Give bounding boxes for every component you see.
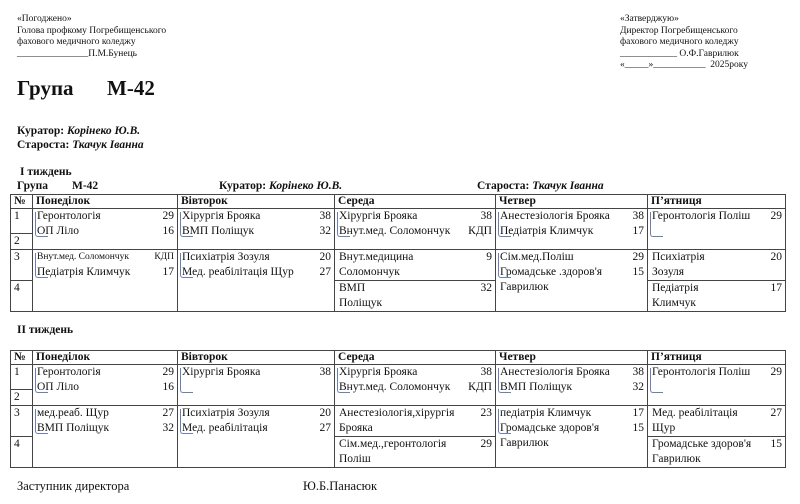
room-number: 38 <box>480 210 492 222</box>
bracket-mark-icon <box>498 212 511 237</box>
lesson-line <box>500 436 644 451</box>
room-number: 16 <box>162 225 174 237</box>
room-number: КДП <box>154 252 174 262</box>
room-number: 29 <box>770 366 782 378</box>
lesson-line <box>500 265 644 280</box>
table-row <box>11 365 786 390</box>
room-number: 15 <box>632 422 644 434</box>
lesson-line <box>37 250 174 265</box>
subject-teacher: Педіатрія Климчук <box>37 266 131 278</box>
subject-teacher: Геронтологія <box>37 210 101 222</box>
lesson-cell <box>496 209 648 250</box>
week2-schedule-table <box>10 350 786 468</box>
approval-right-line: «Затверджую» <box>620 14 679 24</box>
title-label: Група <box>17 76 74 100</box>
subject-teacher: Педіатрія <box>652 282 699 294</box>
lesson-line <box>652 406 782 421</box>
subject-teacher: Громадське здоров'я <box>652 438 752 450</box>
lesson-cell <box>178 250 335 312</box>
bracket-mark-icon <box>180 368 193 393</box>
lesson-line <box>500 250 644 265</box>
subject-teacher: Гаврилюк <box>500 281 549 293</box>
room-number: 17 <box>632 407 644 419</box>
lesson-line <box>339 380 492 395</box>
curator-label: Куратор: <box>17 125 65 137</box>
subject-teacher: Геронтологія Поліш <box>652 210 751 222</box>
bracket-mark-icon <box>498 409 511 434</box>
header-row <box>11 195 786 209</box>
column-header: П’ятниця <box>648 195 786 209</box>
curator-name: Корінеко Ю.В. <box>67 125 141 137</box>
bracket-mark-icon <box>337 212 350 237</box>
week1-curator-name: Корінеко Ю.В. <box>269 180 343 192</box>
lesson-line <box>652 281 782 296</box>
approval-left-line: Голова профкому Погребищенського <box>17 25 167 36</box>
lesson-cell <box>648 250 786 281</box>
lesson-number: 2 <box>11 390 33 406</box>
subject-teacher: ОП Ліло <box>37 381 79 393</box>
lesson-line <box>182 421 331 436</box>
approval-right-line: Директор Погребищенського <box>620 25 738 36</box>
room-number: 38 <box>480 366 492 378</box>
column-header: Понеділок <box>33 195 178 209</box>
bracket-mark-icon <box>650 368 663 393</box>
lesson-cell <box>496 365 648 406</box>
subject-teacher: Громадське здоров'я <box>500 422 600 434</box>
lesson-line <box>652 365 782 380</box>
subject-teacher: мед.реаб. Щур <box>37 407 109 419</box>
bracket-mark-icon <box>180 212 193 237</box>
subject-teacher: Поліш <box>339 453 371 465</box>
subject-teacher: Зозуля <box>652 266 685 278</box>
lesson-cell <box>33 209 178 250</box>
column-header: Середа <box>335 195 496 209</box>
lesson-number: 4 <box>11 437 33 468</box>
lesson-cell <box>33 365 178 406</box>
signature-position: Заступник директора <box>17 479 130 493</box>
room-number: 15 <box>632 266 644 278</box>
lesson-cell <box>496 406 648 468</box>
subject-teacher: ВМП Поліщук <box>500 381 573 393</box>
subject-teacher: Внут.медицина <box>339 251 414 263</box>
column-header: № <box>11 195 33 209</box>
approval-right-line: фахового медичного коледжу <box>620 37 739 47</box>
lesson-line <box>37 224 174 239</box>
room-number: 29 <box>632 251 644 263</box>
headman-line <box>17 138 144 152</box>
room-number: 32 <box>319 225 331 237</box>
lesson-cell <box>648 437 786 468</box>
subject-teacher: Сім.мед.,геронтологія <box>339 438 447 450</box>
lesson-line <box>652 209 782 224</box>
column-header: Середа <box>335 351 496 365</box>
subject-teacher: Геронтологія <box>37 366 101 378</box>
subject-teacher: Сім.мед.Поліш <box>500 251 574 263</box>
lesson-line <box>37 209 174 224</box>
lesson-cell <box>335 406 496 437</box>
bracket-mark-icon <box>35 212 48 237</box>
lesson-cell <box>178 365 335 406</box>
lesson-line <box>652 437 782 452</box>
lesson-line <box>37 406 174 421</box>
lesson-line <box>182 365 331 380</box>
lesson-line <box>652 421 782 436</box>
room-number: 32 <box>480 282 492 294</box>
lesson-line <box>500 365 644 380</box>
column-header: Вівторок <box>178 195 335 209</box>
room-number: 38 <box>319 210 331 222</box>
lesson-line <box>37 380 174 395</box>
signature-name: Ю.Б.Панасюк <box>303 479 378 493</box>
lesson-line <box>339 250 492 265</box>
subject-teacher: Щур <box>652 422 676 434</box>
room-number: 29 <box>480 438 492 450</box>
subject-teacher: Психіатрія Зозуля <box>182 407 270 419</box>
lesson-cell <box>335 209 496 250</box>
room-number: 27 <box>770 407 782 419</box>
subject-teacher: Анестезіологія Брояка <box>500 366 610 378</box>
subject-teacher: Психіатрія <box>652 251 705 263</box>
week1-title: І тиждень <box>20 166 72 178</box>
lesson-line <box>339 365 492 380</box>
lesson-line <box>652 265 782 280</box>
lesson-line <box>339 224 492 239</box>
lesson-line <box>500 406 644 421</box>
lesson-cell <box>648 209 786 250</box>
lesson-line <box>182 224 331 239</box>
room-number: 20 <box>319 407 331 419</box>
column-header: № <box>11 351 33 365</box>
lesson-cell <box>33 406 178 468</box>
table-row <box>11 209 786 234</box>
lesson-cell <box>648 406 786 437</box>
title-group: М-42 <box>107 76 155 100</box>
room-number: 17 <box>162 266 174 278</box>
lesson-cell <box>335 281 496 312</box>
lesson-number: 1 <box>11 365 33 390</box>
lesson-line <box>339 421 492 436</box>
lesson-line <box>339 437 492 452</box>
week1-headman-name: Ткачук Іванна <box>532 180 604 192</box>
subject-teacher: Психіатрія Зозуля <box>182 251 270 263</box>
group-meta <box>17 124 144 152</box>
subject-teacher: Хірургія Брояка <box>339 366 418 378</box>
table-row <box>11 406 786 437</box>
room-number: 38 <box>319 366 331 378</box>
lesson-line <box>339 281 492 296</box>
column-header: П’ятниця <box>648 351 786 365</box>
lesson-line <box>182 265 331 280</box>
approval-right-line: ____________ О.Ф.Гаврилюк <box>620 48 739 59</box>
lesson-line <box>182 250 331 265</box>
room-number: 27 <box>162 407 174 419</box>
week2-title: ІІ тиждень <box>17 324 74 336</box>
lesson-line <box>500 380 644 395</box>
week1-group-line <box>17 180 637 192</box>
bracket-mark-icon <box>498 368 511 393</box>
lesson-line <box>500 209 644 224</box>
bracket-mark-icon <box>337 368 350 393</box>
room-number: 38 <box>632 210 644 222</box>
room-number: 29 <box>770 210 782 222</box>
room-number: 29 <box>162 210 174 222</box>
week1-curator <box>219 180 342 192</box>
subject-teacher: Внут.мед. Соломончук <box>339 225 451 237</box>
approval-left-line: фахового медичного коледжу <box>17 37 136 47</box>
room-number: 17 <box>632 225 644 237</box>
lesson-line <box>339 209 492 224</box>
room-number: 15 <box>770 438 782 450</box>
lesson-line <box>182 406 331 421</box>
week1-group-label: Група <box>17 180 48 192</box>
lesson-number: 2 <box>11 234 33 250</box>
lesson-cell <box>335 365 496 406</box>
lesson-line <box>37 365 174 380</box>
lesson-line <box>339 265 492 280</box>
bracket-mark-icon <box>35 409 48 434</box>
subject-teacher: Педіатрія Климчук <box>500 225 594 237</box>
subject-teacher: Мед. реабілітація <box>182 422 268 434</box>
subject-teacher: Соломончук <box>339 266 400 278</box>
lesson-line <box>339 296 492 311</box>
bracket-mark-icon <box>650 212 663 237</box>
lesson-line <box>652 296 782 311</box>
subject-teacher: Громадське .здоров'я <box>500 266 603 278</box>
column-header: Четвер <box>496 195 648 209</box>
subject-teacher: Гаврилюк <box>652 453 701 465</box>
week1-headman <box>477 180 604 192</box>
room-number: КДП <box>468 381 492 393</box>
subject-teacher: Хірургія Брояка <box>339 210 418 222</box>
room-number: 20 <box>770 251 782 263</box>
lesson-number: 3 <box>11 406 33 437</box>
room-number: 20 <box>319 251 331 263</box>
lesson-line <box>37 265 174 280</box>
room-number: КДП <box>468 225 492 237</box>
lesson-number: 1 <box>11 209 33 234</box>
subject-teacher: Анестезіологія Брояка <box>500 210 610 222</box>
column-header: Вівторок <box>178 351 335 365</box>
lesson-cell <box>648 281 786 312</box>
table-row <box>11 250 786 281</box>
week1-headman-label: Староста: <box>477 180 530 192</box>
subject-teacher: Хірургія Брояка <box>182 210 261 222</box>
lesson-cell <box>178 209 335 250</box>
week1-group: М-42 <box>72 180 99 192</box>
bracket-mark-icon <box>35 368 48 393</box>
lesson-cell <box>33 250 178 312</box>
lesson-cell <box>335 250 496 281</box>
room-number: 32 <box>632 381 644 393</box>
subject-teacher: ВМП Поліщук <box>182 225 255 237</box>
approval-left-line: «Погоджено» <box>17 14 72 24</box>
lesson-number: 3 <box>11 250 33 281</box>
room-number: 27 <box>319 266 331 278</box>
subject-teacher: ОП Ліло <box>37 225 79 237</box>
week1-curator-label: Куратор: <box>219 180 267 192</box>
subject-teacher: педіатрія Климчук <box>500 407 592 419</box>
bracket-mark-icon <box>180 409 193 434</box>
approval-left-line: _______________П.М.Бунець <box>17 48 137 59</box>
subject-teacher: Мед. реабілітація Щур <box>182 266 294 278</box>
lesson-number: 4 <box>11 281 33 312</box>
subject-teacher: Мед. реабілітація <box>652 407 738 419</box>
subject-teacher: Климчук <box>652 297 696 309</box>
lesson-line <box>652 250 782 265</box>
approval-block-right <box>620 14 748 72</box>
subject-teacher: Гаврилюк <box>500 437 549 449</box>
column-header: Понеділок <box>33 351 178 365</box>
subject-teacher: Анестезіологія,хірургія <box>339 407 455 419</box>
room-number: 38 <box>632 366 644 378</box>
approval-block-left <box>17 14 166 60</box>
subject-teacher: ВМП <box>339 282 366 294</box>
room-number: 32 <box>162 422 174 434</box>
room-number: 29 <box>162 366 174 378</box>
lesson-line <box>339 406 492 421</box>
subject-teacher: Поліщук <box>339 297 383 309</box>
subject-teacher: Внут.мед. Соломончук <box>339 381 451 393</box>
subject-teacher: Внут.мед. Соломончук <box>37 252 129 262</box>
bracket-mark-icon <box>180 253 193 278</box>
lesson-line <box>500 421 644 436</box>
week1-schedule-table <box>10 194 786 312</box>
headman-name: Ткачук Іванна <box>72 139 144 151</box>
room-number: 17 <box>770 282 782 294</box>
lesson-cell <box>648 365 786 406</box>
lesson-cell <box>496 250 648 312</box>
curator-line <box>17 124 144 138</box>
page-title <box>17 76 155 101</box>
lesson-line <box>37 421 174 436</box>
lesson-cell <box>335 437 496 468</box>
header-row <box>11 351 786 365</box>
column-header: Четвер <box>496 351 648 365</box>
approval-right-line: «_____»___________ 2025року <box>620 60 748 70</box>
lesson-line <box>500 224 644 239</box>
room-number: 16 <box>162 381 174 393</box>
lesson-line <box>339 452 492 467</box>
subject-teacher: Геронтологія Поліш <box>652 366 751 378</box>
bracket-mark-icon <box>35 253 48 278</box>
room-number: 23 <box>480 407 492 419</box>
room-number: 9 <box>486 251 492 263</box>
lesson-line <box>652 452 782 467</box>
lesson-line <box>500 280 644 295</box>
room-number: 27 <box>319 422 331 434</box>
headman-label: Староста: <box>17 139 70 151</box>
lesson-line <box>182 209 331 224</box>
subject-teacher: Хірургія Брояка <box>182 366 261 378</box>
lesson-cell <box>178 406 335 468</box>
subject-teacher: ВМП Поліщук <box>37 422 110 434</box>
subject-teacher: Брояка <box>339 422 373 434</box>
bracket-mark-icon <box>498 253 511 278</box>
